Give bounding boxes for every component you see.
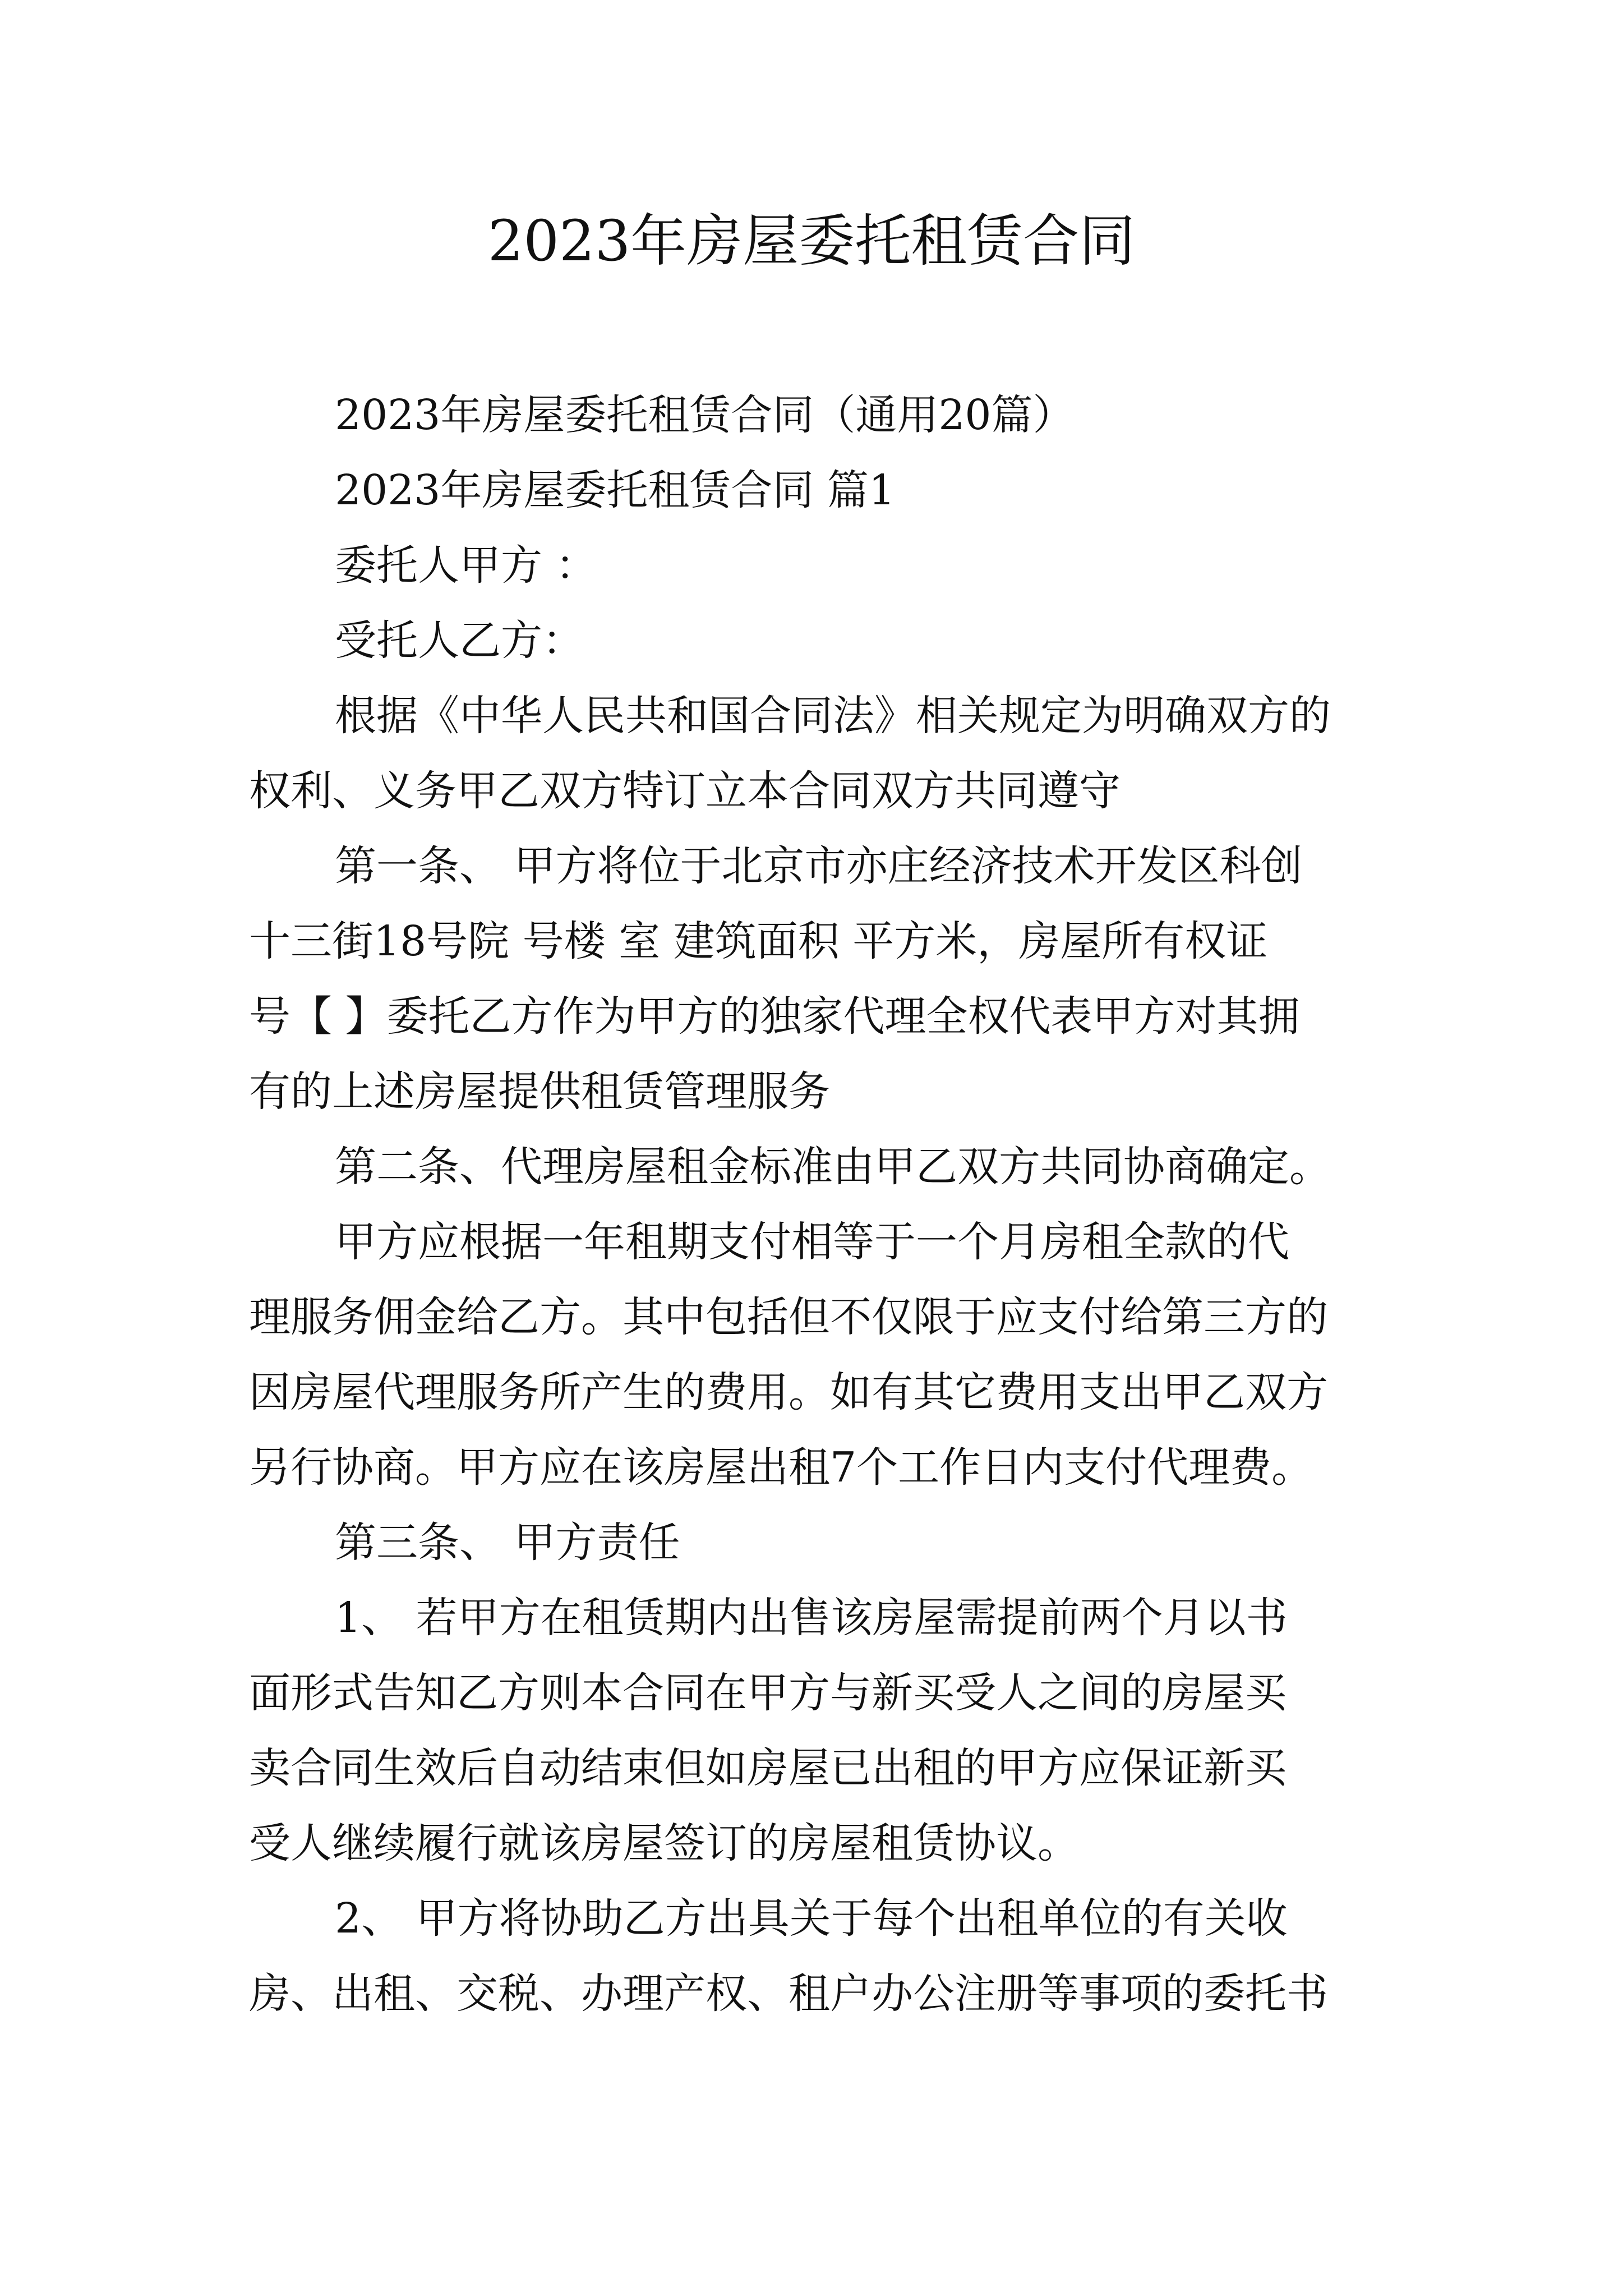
text-line: 卖合同生效后自动结束但如房屋已出租的甲方应保证新买	[249, 1744, 1287, 1792]
text-line: 受托人乙方：	[335, 616, 584, 665]
text-line: 甲方应根据一年租期支付相等于一个月房租全款的代	[335, 1218, 1289, 1266]
text-line: 2023年房屋委托租赁合同（通用20篇）	[335, 391, 1075, 439]
text-line: 十三街18号院 号楼 室 建筑面积 平方米，房屋所有权证	[249, 917, 1268, 965]
text-line: 受人继续履行就该房屋签订的房屋租赁协议。	[249, 1819, 1079, 1867]
text-line: 理服务佣金给乙方。其中包括但不仅限于应支付给第三方的	[249, 1293, 1328, 1341]
document-title: 2023年房屋委托租赁合同	[487, 208, 1136, 274]
text-line: 有的上述房屋提供租赁管理服务	[249, 1068, 830, 1116]
text-line: 2023年房屋委托租赁合同 篇1	[335, 466, 895, 514]
text-line: 根据《中华人民共和国合同法》相关规定为明确双方的	[335, 692, 1331, 740]
text-line: 2、 甲方将协助乙方出具关于每个出租单位的有关收	[335, 1894, 1288, 1943]
text-line: 另行协商。甲方应在该房屋出租7个工作日内支付代理费。	[249, 1443, 1313, 1492]
text-line: 权利、义务甲乙双方特订立本合同双方共同遵守	[249, 767, 1121, 815]
text-line: 房、出租、交税、办理产权、租户办公注册等事项的委托书	[249, 1970, 1328, 2018]
text-line: 第三条、 甲方责任	[335, 1519, 680, 1567]
text-line: 号【 】委托乙方作为甲方的独家代理全权代表甲方对其拥	[249, 992, 1300, 1041]
text-line: 委托人甲方 ：	[335, 541, 597, 590]
text-line: 因房屋代理服务所产生的费用。如有其它费用支出甲乙双方	[249, 1368, 1328, 1416]
text-line: 第二条、代理房屋租金标准由甲乙双方共同协商确定。	[335, 1143, 1331, 1191]
text-line: 1、 若甲方在租赁期内出售该房屋需提前两个月以书	[335, 1594, 1288, 1642]
text-line: 面形式告知乙方则本合同在甲方与新买受人之间的房屋买	[249, 1669, 1287, 1717]
text-line: 第一条、 甲方将位于北京市亦庄经济技术开发区科创	[335, 842, 1303, 890]
